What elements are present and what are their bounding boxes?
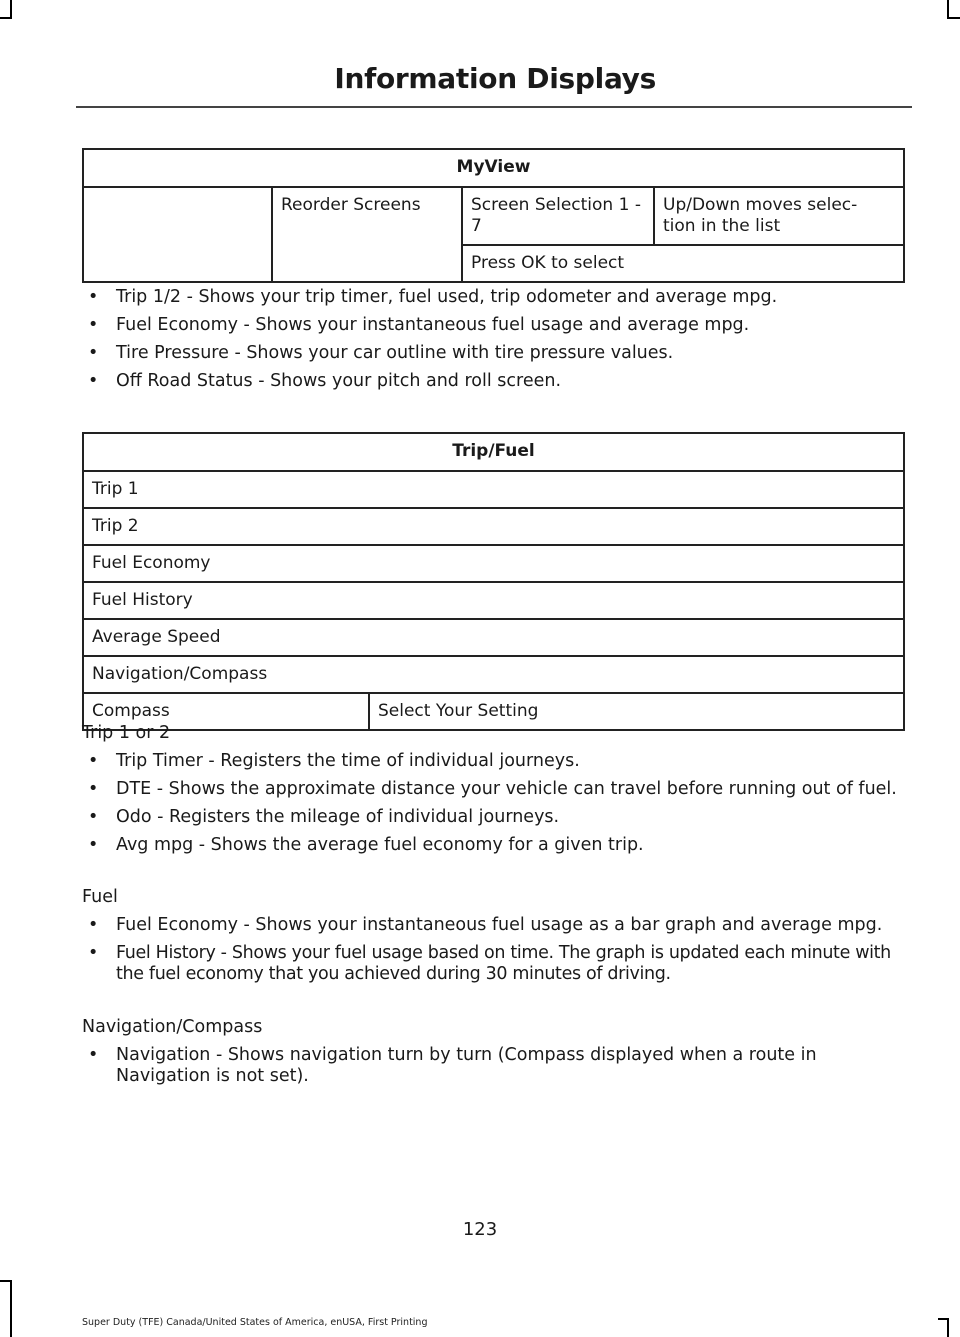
list-item: • DTE - Shows the approximate distance your vehicle can travel before running out of fuel. <box>88 779 897 799</box>
myview-screen-selection-cell: Screen Selection 1 - 7 <box>462 187 654 245</box>
table-row: Fuel Economy <box>83 545 904 582</box>
page-number: 123 <box>462 1219 498 1240</box>
table-row: Average Speed <box>83 619 904 656</box>
crop-mark-bottom-right <box>947 1318 949 1337</box>
bullet-icon: • <box>88 835 99 855</box>
myview-reorder-cell: Reorder Screens <box>272 187 462 282</box>
compass-setting-cell: Select Your Setting <box>369 693 904 730</box>
screens-bullet-list <box>82 287 912 399</box>
list-item: • Trip Timer - Registers the time of individual journeys. <box>88 751 580 771</box>
crop-mark-top-left <box>10 0 12 18</box>
bullet-icon: • <box>88 315 99 335</box>
bullet-icon: • <box>88 1045 99 1065</box>
navigation-bullet-list <box>82 1045 912 1094</box>
fuel-section-heading: Fuel <box>82 887 118 907</box>
list-item: • Fuel Economy - Shows your instantaneous fuel usage as a bar graph and average mpg. <box>88 915 883 935</box>
myview-table <box>82 148 905 283</box>
crop-mark-bottom-left <box>10 1280 12 1337</box>
myview-up-down-cell: Up/Down moves selec- tion in the list <box>654 187 904 245</box>
bullet-icon: • <box>88 287 99 307</box>
header-divider <box>76 106 912 108</box>
list-item: • Tire Pressure - Shows your car outline with tire pressure values. <box>88 343 674 363</box>
table-row: Navigation/Compass <box>83 656 904 693</box>
list-item: • Odo - Registers the mileage of individual journeys. <box>88 807 560 827</box>
list-item: • Avg mpg - Shows the average fuel economy for a given trip. <box>88 835 644 855</box>
table-row: Fuel History <box>83 582 904 619</box>
footer-edition-text: Super Duty (TFE) Canada/United States of America, enUSA, First Printing <box>82 1317 428 1328</box>
bullet-icon: • <box>88 779 99 799</box>
list-item: • Fuel History - Shows your fuel usage based on time. The graph is updated each minute with the fuel economy that you achieved during 30 minutes of driving. <box>88 943 891 984</box>
crop-mark-top-left-h <box>0 17 12 19</box>
myview-table-heading: MyView <box>83 149 904 187</box>
trip-fuel-table <box>82 432 905 731</box>
bullet-icon: • <box>88 343 99 363</box>
navigation-section-heading: Navigation/Compass <box>82 1017 263 1037</box>
crop-mark-top-right-h <box>947 17 960 19</box>
bullet-icon: • <box>88 371 99 391</box>
fuel-bullet-list <box>82 915 912 992</box>
trip-fuel-table-heading: Trip/Fuel <box>83 433 904 471</box>
list-item: • Fuel Economy - Shows your instantaneous fuel usage and average mpg. <box>88 315 750 335</box>
crop-mark-bottom-left-h <box>0 1280 12 1282</box>
page-header-title: Information Displays <box>334 62 656 95</box>
trip-bullet-list <box>82 751 912 863</box>
table-row: Trip 2 <box>83 508 904 545</box>
compass-label-cell: Compass <box>83 693 369 730</box>
table-row: Trip 1 <box>83 471 904 508</box>
bullet-icon: • <box>88 943 99 963</box>
crop-mark-top-right <box>947 0 949 18</box>
bullet-icon: • <box>88 751 99 771</box>
list-item: • Off Road Status - Shows your pitch and roll screen. <box>88 371 562 391</box>
bullet-icon: • <box>88 807 99 827</box>
list-item: • Trip 1/2 - Shows your trip timer, fuel used, trip odometer and average mpg. <box>88 287 778 307</box>
myview-press-ok-cell: Press OK to select <box>462 245 904 282</box>
myview-empty-cell <box>83 187 272 282</box>
trip-section-heading: Trip 1 or 2 <box>82 723 171 743</box>
bullet-icon: • <box>88 915 99 935</box>
list-item: • Navigation - Shows navigation turn by turn (Compass displayed when a route in Navigation is not set). <box>88 1045 817 1086</box>
crop-mark-bottom-right-h <box>938 1318 949 1320</box>
